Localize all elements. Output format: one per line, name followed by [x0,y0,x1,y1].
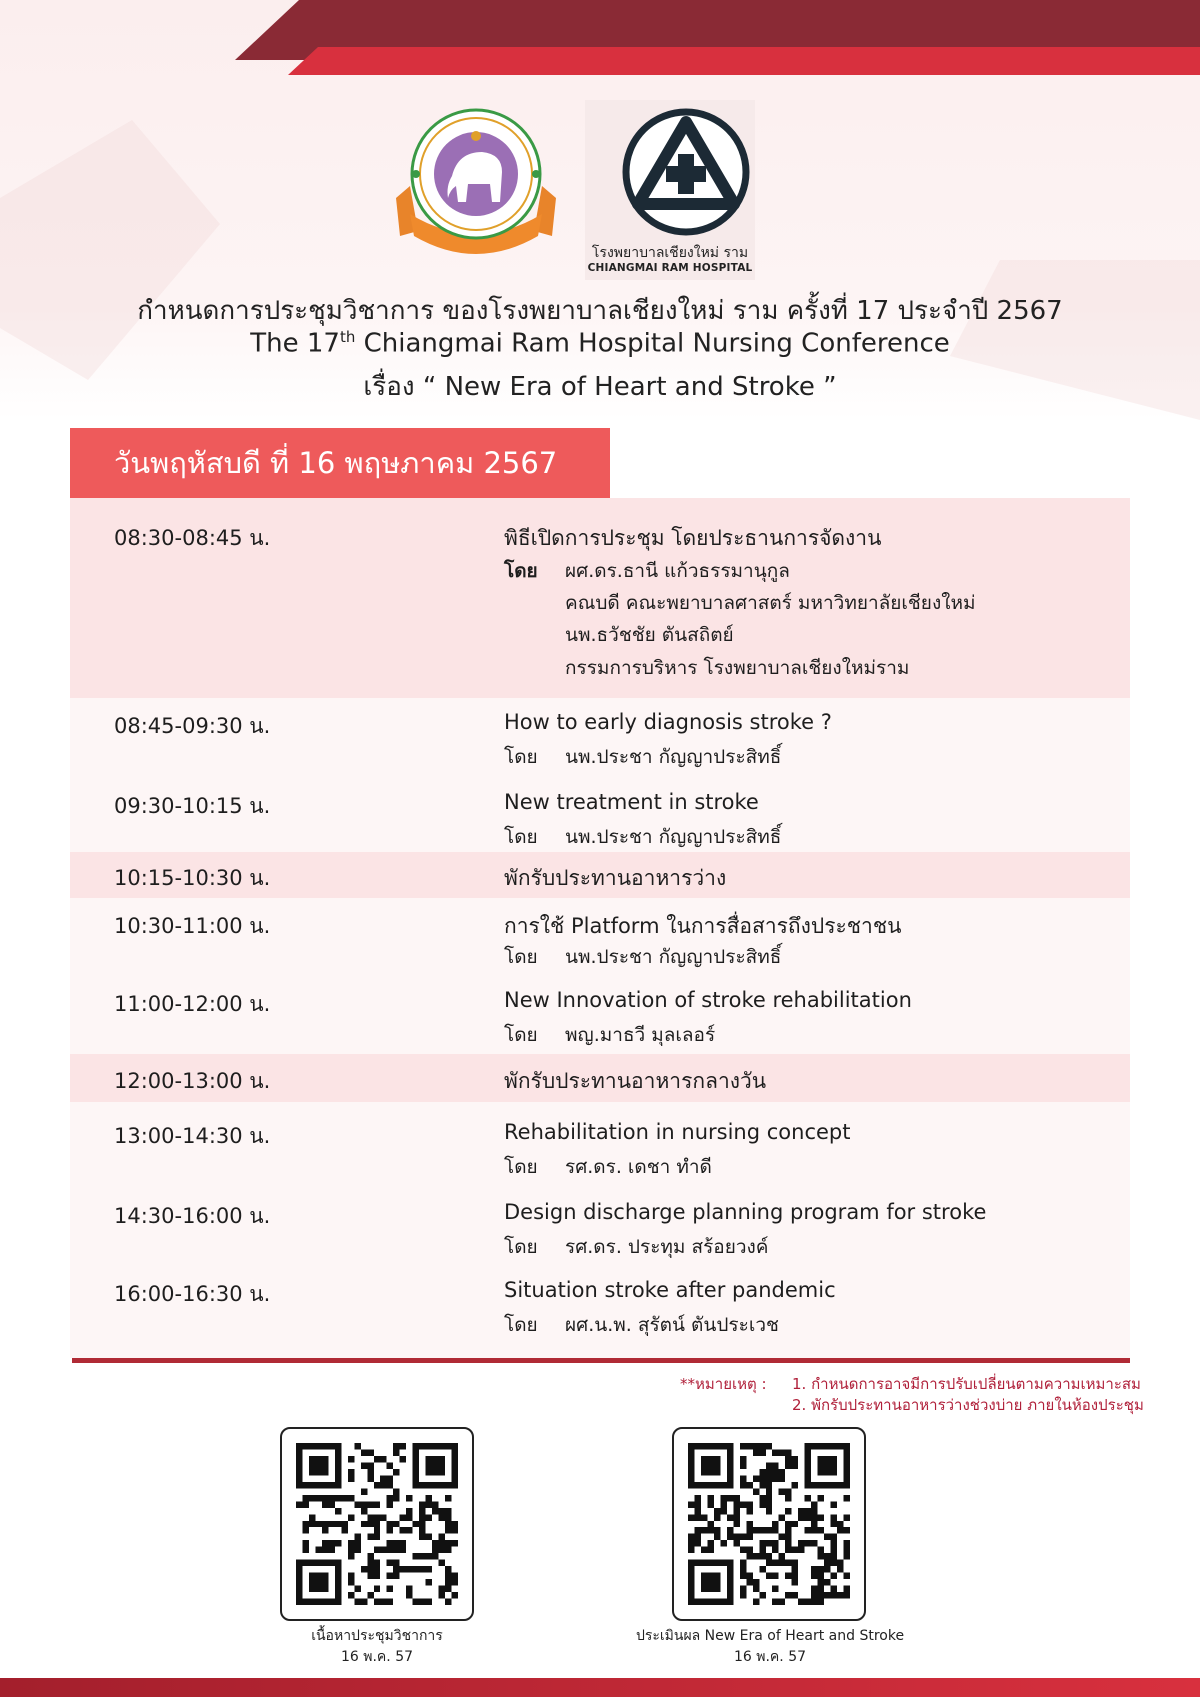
row-time: 08:45-09:30 น. [114,714,271,738]
row-time: 08:30-08:45 น. [114,526,271,550]
row-activity: New Innovation of stroke rehabilitation [504,988,912,1012]
row-time: 12:00-13:00 น. [114,1069,271,1093]
row-activity: การใช้ Platform ในการสื่อสารถึงประชาชน [504,914,902,938]
qr-caption-content [230,1626,524,1668]
note-item: 2. พักรับประทานอาหารว่างช่วงบ่าย ภายในห้องประชุม [792,1396,1144,1414]
row-activity: How to early diagnosis stroke ? [504,710,832,734]
schedule-bottom-rule [72,1358,1130,1363]
row-time: 09:30-10:15 น. [114,794,271,818]
row-activity: Situation stroke after pandemic [504,1278,836,1302]
row-by-label: โดย [504,560,538,582]
row-time: 16:00-16:30 น. [114,1282,271,1306]
row-activity: พักรับประทานอาหารว่าง [504,866,727,890]
row-by-label: โดย [504,746,538,768]
schedule-row [70,898,1130,976]
row-speaker: ผศ.ดร.ธานี แก้วธรรมานุกูล [565,560,790,582]
faculty-of-nursing-logo [388,106,564,266]
note-item: 1. กำหนดการอาจมีการปรับเปลี่ยนตามความเหมาะสม [792,1375,1141,1393]
hospital-name-th: โรงพยาบาลเชียงใหม่ ราม [591,245,749,261]
row-activity: พิธีเปิดการประชุม โดยประธานการจัดงาน [504,526,882,550]
row-time: 11:00-12:00 น. [114,992,271,1016]
row-speaker-title: คณบดี คณะพยาบาลศาสตร์ มหาวิทยาลัยเชียงใหม่ [565,592,976,614]
schedule-table [70,498,1130,1358]
row-speaker: นพ.ประชา กัญญาประสิทธิ์ [565,946,782,968]
qr-code-content[interactable] [280,1427,474,1621]
schedule-row [70,778,1130,852]
row-speaker: นพ.ประชา กัญญาประสิทธิ์ [565,746,782,768]
qr-code-icon [296,1443,458,1605]
qr-caption-line2: 16 พ.ค. 57 [733,1649,807,1665]
row-by-label: โดย [504,1156,538,1178]
row-speaker: ผศ.น.พ. สุรัตน์ ตันประเวช [565,1314,779,1336]
qr-caption-line1: ประเมินผล New Era of Heart and Stroke [635,1628,905,1644]
row-speaker-title: กรรมการบริหาร โรงพยาบาลเชียงใหม่ราม [565,657,910,679]
row-time: 10:30-11:00 น. [114,914,271,938]
qr-caption-evaluation [600,1626,940,1668]
row-time: 14:30-16:00 น. [114,1204,271,1228]
row-by-label: โดย [504,1236,538,1258]
schedule-row [70,698,1130,778]
row-speaker: นพ.ประชา กัญญาประสิทธิ์ [565,826,782,848]
schedule-row [70,976,1130,1054]
qr-code-icon [688,1443,850,1605]
row-activity: New treatment in stroke [504,790,759,814]
row-time: 10:15-10:30 น. [114,866,271,890]
qr-code-evaluation[interactable] [672,1427,866,1621]
hospital-name-en: CHIANGMAI RAM HOSPITAL [587,262,753,274]
schedule-row [70,1260,1130,1358]
row-by-label: โดย [504,1024,538,1046]
bottom-band [0,1678,1200,1697]
top-band-red [288,47,1200,75]
title-thai: กำหนดการประชุมวิชาการ ของโรงพยาบาลเชียงใหม่ ราม ครั้งที่ 17 ประจำปี 2567 [137,296,1063,326]
row-activity: Design discharge planning program for stroke [504,1200,987,1224]
conference-subject: เรื่อง “ New Era of Heart and Stroke ” [363,372,837,402]
row-speaker: พญ.มาธวี มุลเลอร์ [565,1024,716,1046]
row-by-label: โดย [504,946,538,968]
row-by-label: โดย [504,826,538,848]
qr-caption-line2: 16 พ.ค. 57 [340,1649,414,1665]
hospital-cross-icon [622,108,750,236]
row-speaker: รศ.ดร. เดชา ทำดี [565,1156,712,1178]
title-english: The 17th Chiangmai Ram Hospital Nursing Conference [250,328,950,359]
row-speaker: รศ.ดร. ประทุม สร้อยวงค์ [565,1236,769,1258]
schedule-row-opening [70,498,1130,698]
schedule-row [70,1102,1130,1182]
row-by-label: โดย [504,1314,538,1336]
schedule-row-break [70,852,1130,898]
schedule-row-lunch [70,1054,1130,1102]
row-activity: พักรับประทานอาหารกลางวัน [504,1069,767,1093]
schedule-row [70,1182,1130,1260]
hospital-logo [585,100,755,280]
day-header: วันพฤหัสบดี ที่ 16 พฤษภาคม 2567 [70,428,610,498]
qr-caption-line1: เนื้อหาประชุมวิชาการ [311,1628,443,1644]
row-time: 13:00-14:30 น. [114,1124,271,1148]
notes-label: **หมายเหตุ : [680,1375,767,1393]
row-speaker: นพ.ธวัชชัย ตันสถิตย์ [565,624,734,646]
row-activity: Rehabilitation in nursing concept [504,1120,851,1144]
